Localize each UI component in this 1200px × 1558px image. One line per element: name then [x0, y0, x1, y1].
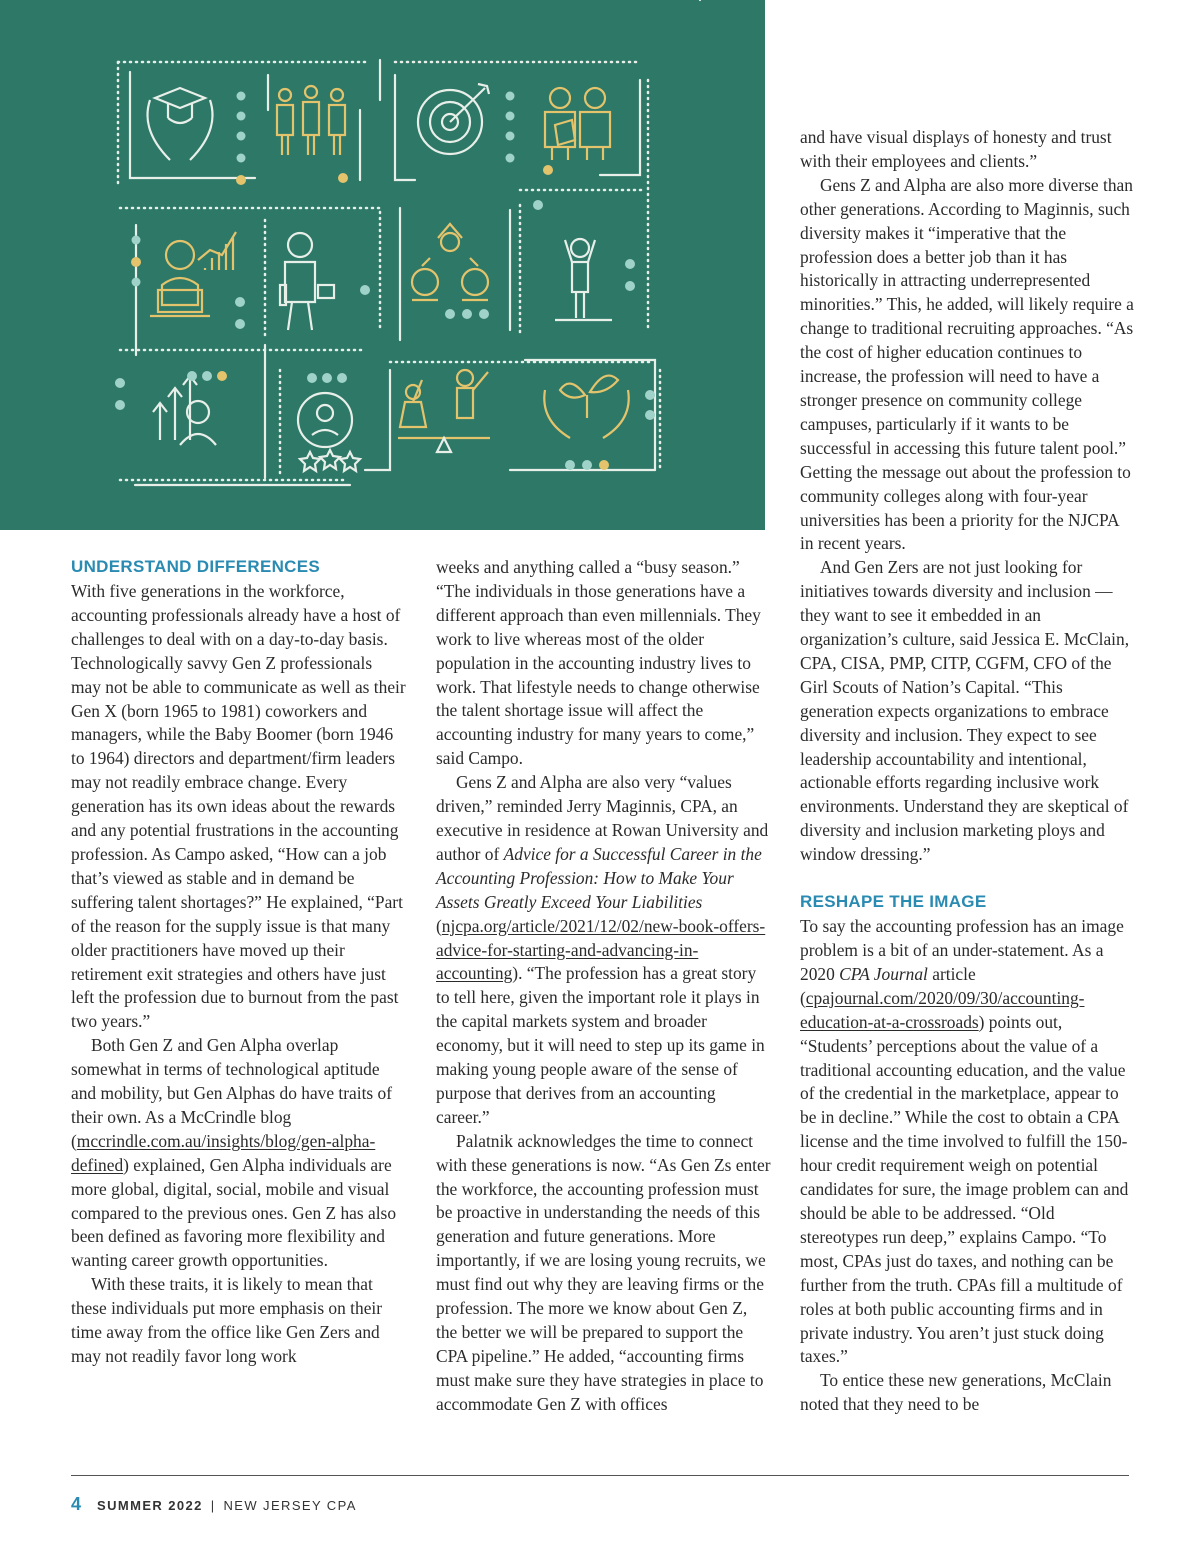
footer-separator: | [210, 1498, 216, 1513]
worker-briefcase-icon [280, 233, 334, 330]
mccrindle-link[interactable]: mccrindle.com.au/insights/blog/gen-alpha-defined [71, 1130, 376, 1175]
target-icon [418, 84, 489, 154]
section-heading: RESHAPE THE IMAGE [800, 892, 987, 912]
paragraph: To say the accounting profession has an image problem is a bit of an under-statement. As a 2020 CPA Journal article (cpajournal.com/2020/09/30/accounting-education-at-a-crossroads) points out, “Students’ perceptions about the value of a traditional accounting education, and the value of the credential in the marketplace, appear to be in decline.” While the cost to obtain a CPA license and the time involved to fulfill the 150-hour credit requirement weigh on potential candidates for sure, the image problem can and should be able to be addressed. “Old stereotypes run deep,” explains Campo. “To most, CPAs just do taxes, and nothing can be further from the truth. CPAs fill a multitude of roles at both public accounting firms and in private industry. You aren’t just stuck doing taxes.” [800, 916, 1129, 1367]
rated-person-icon [298, 393, 360, 471]
section-heading: UNDERSTAND DIFFERENCES [71, 557, 321, 576]
paragraph: Gens Z and Alpha are also more diverse than other generations. According to Maginnis, such diversity makes it “imperative that the profession does a better job than it has historically in attracting underrepresented minorities.” This, he added, will likely require a change to traditional recruiting approaches. “As the cost of higher education continues to increase, the profession will need to have a stronger presence on community college campuses, particularly if it wants to be successful in accessing this future talent pool.” Getting the message out about the profession to community colleges along with four-year universities has been a priority for the NJCPA in recent years. [800, 174, 1134, 554]
paragraph: And Gen Zers are not just looking for initiatives towards diversity and inclusion — they want to see it embedded in an organization’s culture, said Jessica E. McClain, CPA, CISA, PMP, CITP, CGFM, CFO of the Girl Scouts of Nation’s Capital. “This generation expects organizations to embrace diversity and inclusion. They expect to see leadership accountability and intentional, actionable efforts regarding inclusive work environments. Understand they are skeptical of diversity and inclusion marketing ploys and window dressing.” [800, 557, 1130, 865]
plant-hands-icon [544, 376, 628, 438]
issue-season: SUMMER 2022 [97, 1498, 203, 1513]
paragraph: Both Gen Z and Gen Alpha overlap somewhat in terms of technological aptitude and mobility, but Gen Alphas do have traits of their own. As a McCrindle blog (mccrindle.com.au/insights/blog/gen-alpha-defined) explained, Gen Alpha individuals are more global, digital, social, mobile and visual compared to the previous ones. Gen Z has also been defined as favoring more flexibility and wanting career growth opportunities. [71, 1035, 397, 1271]
column-2 [436, 556, 771, 1417]
njcpa-link[interactable]: njcpa.org/article/2021/12/02/new-book-offers-advice-for-starting-and-advancing-in-accounting [436, 915, 766, 984]
career-growth-icon [153, 376, 216, 445]
page-footer [71, 1494, 357, 1515]
analyst-laptop-icon [150, 232, 236, 316]
paragraph: Palatnik acknowledges the time to connect with these generations is now. “As Gen Zs enter the workforce, the accounting profession must be proactive in understanding the needs of this generation and future generations. More importantly, if we are losing young recruits, we must find out why they are leaving firms or the profession. The more we know about Gen Z, the better we will be prepared to support the CPA pipeline.” He added, “accounting firms must make sure they have strategies in place to accommodate Gen Z with offices [436, 1130, 771, 1414]
column-3 [800, 126, 1135, 1417]
journal-title: CPA Journal [839, 963, 928, 984]
paragraph: With five generations in the workforce, accounting professionals already have a host of challenges to deal with on a day-to-day basis. Technologically savvy Gen Z professionals may not be able to communicate as well as their Gen X (born 1965 to 1981) coworkers and managers, while the Baby Boomer (born 1946 to 1964) directors and department/firm leaders may not readily embrace change. Every generation has its own ideas about the rewards and any potential frustrations in the accounting profession. As Campo asked, “How can a job that’s viewed as stable and in demand be suffering talent shortages?” He explained, “Part of the reason for the supply issue is that many older practitioners have moved up their retirement exit strategies and others have just left the profession due to burnout from the past two years.” [71, 581, 406, 1032]
celebrating-person-icon [555, 239, 612, 320]
publication-name: NEW JERSEY CPA [223, 1498, 357, 1513]
book-title: Advice for a Successful Career in the Accounting Profession: How to Make Your Assets Greatly Exceed Your Liabilities [436, 843, 762, 912]
header-illustration [0, 0, 765, 530]
cpajournal-link[interactable]: cpajournal.com/2020/09/30/accounting-education-at-a-crossroads [800, 987, 1085, 1032]
collaboration-icon [412, 224, 488, 300]
paragraph: weeks and anything called a “busy season.” “The individuals in those generations have a different approach than even millennials. They work to live whereas most of the older population in the accounting industry lives to work. That lifestyle needs to change otherwise the talent shortage issue will affect the accounting industry for many years to come,” said Campo. [436, 557, 761, 769]
coworkers-icon [545, 88, 610, 160]
graduate-hands-icon [148, 88, 213, 160]
team-people-icon [277, 86, 345, 155]
column-1 [71, 556, 406, 1369]
page-number: 4 [71, 1494, 82, 1514]
paragraph: With these traits, it is likely to mean that these individuals put more emphasis on their time away from the office like Gen Zers and may not readily favor long work [71, 1274, 383, 1366]
paragraph: To entice these new generations, McClain noted that they need to be [800, 1370, 1112, 1415]
paragraph: Gens Z and Alpha are also very “values driven,” reminded Jerry Maginnis, CPA, an executive in residence at Rowan University and author of Advice for a Successful Career in the Accounting Profession: How to Make Your Assets Greatly Exceed Your Liabilities (njcpa.org/article/2021/12/02/new-book-offers-advice-for-starting-and-advancing-in-accounting). “The profession has a great story to tell here, given the important role it plays in the capital markets system and broader economy, but it will need to step up its game in making young people aware of the sense of purpose that derives from an accounting career.” [436, 772, 769, 1127]
equality-seesaw-icon [398, 370, 490, 452]
footer-divider [71, 1475, 1129, 1476]
paragraph: and have visual displays of honesty and trust with their employees and clients.” [800, 127, 1112, 171]
